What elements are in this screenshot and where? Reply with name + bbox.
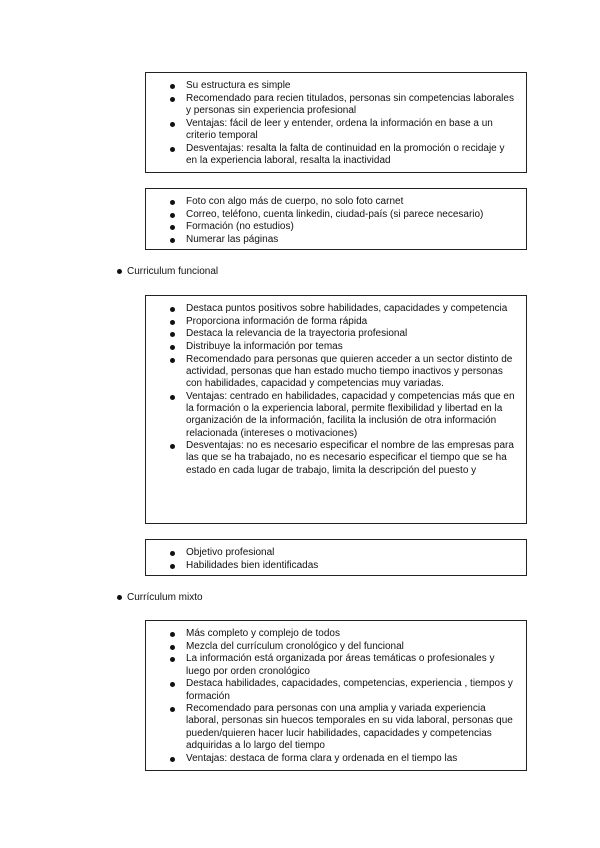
list-item: Su estructura es simple (146, 80, 518, 92)
list-item: Objetivo profesional (146, 547, 518, 559)
list-item: Recomendado para recien titulados, personas sin competencias laborales y personas sin experiencia profesional (146, 93, 518, 117)
list-item: Proporciona información de forma rápida (146, 316, 518, 328)
cronologico-features-list (146, 80, 518, 167)
list-item: Ventajas: fácil de leer y entender, ordena la información en base a un criterio temporal (146, 118, 518, 142)
list-item: Foto con algo más de cuerpo, no solo foto carnet (146, 196, 518, 208)
heading-curriculum-mixto: Currículum mixto (127, 592, 203, 603)
list-item: Numerar las páginas (146, 234, 518, 246)
cv-tips-list (146, 196, 518, 246)
list-item: Desventajas: resalta la falta de continuidad en la promoción o recidaje y en la experiencia laboral, resalta la inactividad (146, 143, 518, 167)
cronologico-features-box (145, 72, 527, 173)
cv-tips-box (145, 188, 527, 250)
funcional-sections-list (146, 547, 518, 572)
heading-curriculum-funcional: Curriculum funcional (127, 266, 219, 277)
list-item: Destaca la relevancia de la trayectoria profesional (146, 328, 518, 340)
list-item: Destaca habilidades, capacidades, competencias, experiencia , tiempos y formación (146, 678, 518, 702)
list-item: Distribuye la información por temas (146, 341, 518, 353)
list-item: Desventajas: no es necesario especificar el nombre de las empresas para las que se ha trabajado, no es necesario especificar el tiempo que se ha estado en cada lugar de trabajo, limita la descripción del puesto y (146, 440, 518, 477)
list-item: Mezcla del currículum cronológico y del funcional (146, 641, 518, 653)
list-item: Formación (no estudios) (146, 221, 518, 233)
list-item: La información está organizada por áreas temáticas o profesionales y luego por orden cronológico (146, 653, 518, 677)
funcional-features-list (146, 303, 518, 477)
mixto-features-box (145, 620, 527, 771)
list-item: Recomendado para personas con una amplia y variada experiencia laboral, personas sin huecos temporales en su vida laboral, personas que pueden/quieren hacer lucir habilidades, capacidades y competencias adquiridas a lo largo del tiempo (146, 703, 518, 752)
list-item: Ventajas: destaca de forma clara y ordenada en el tiempo las (146, 753, 518, 765)
list-item: Más completo y complejo de todos (146, 628, 518, 640)
list-item: Ventajas: centrado en habilidades, capacidad y competencias más que en la formación o la experiencia laboral, permite flexibilidad y libertad en la organización de la información, facilita la inclusión de otra información relacionada (intereses o motivaciones) (146, 391, 518, 440)
mixto-features-list (146, 628, 518, 765)
list-item: Correo, teléfono, cuenta linkedin, ciudad-país (si parece necesario) (146, 209, 518, 221)
list-item: Destaca puntos positivos sobre habilidades, capacidades y competencia (146, 303, 518, 315)
list-item: Recomendado para personas que quieren acceder a un sector distinto de actividad, personas que han estado mucho tiempo inactivos y personas con habilidades, capacidad y competencias muy variadas. (146, 354, 518, 391)
funcional-features-box (145, 295, 527, 524)
list-item: Habilidades bien identificadas (146, 560, 518, 572)
funcional-sections-box (145, 539, 527, 576)
